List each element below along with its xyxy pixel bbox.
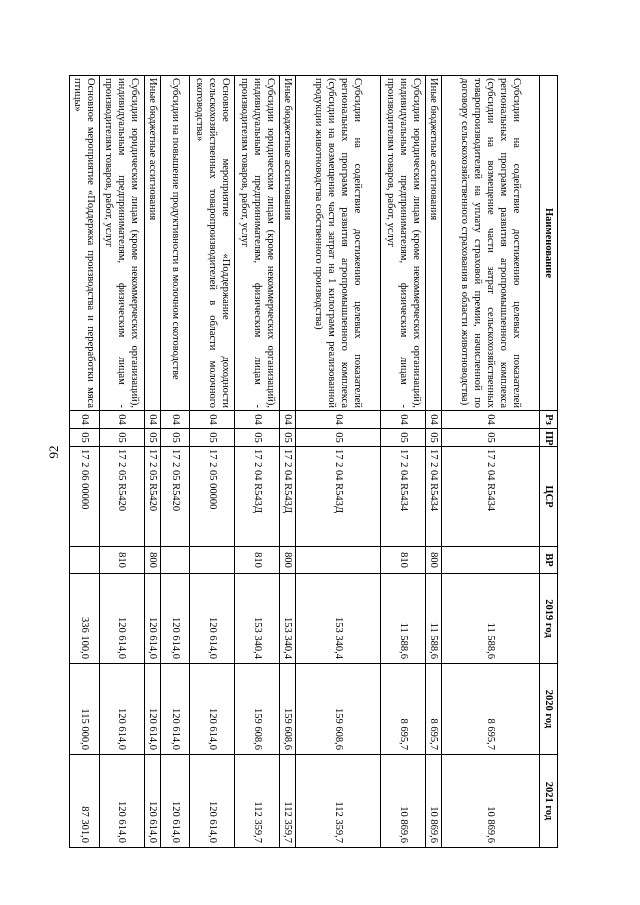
cell-csr: 17 2 04 R5434 <box>425 447 441 547</box>
cell-rz: 04 <box>144 411 160 429</box>
cell-rz: 04 <box>70 411 100 429</box>
cell-pr: 05 <box>99 429 144 447</box>
header-row <box>540 76 558 848</box>
cell-rz: 04 <box>295 411 380 429</box>
cell-name: Субсидии на содействие достижению целевых показателей региональных программ развития агропромышленного комплекса (субсидии на возмещение части затрат на 1 килограмм реализованной продукции животноводства собственного производства) <box>295 76 380 411</box>
table-row <box>160 76 190 848</box>
header-2019: 2019 год <box>540 574 558 664</box>
cell-pr: 05 <box>425 429 441 447</box>
table-row <box>99 76 144 848</box>
cell-2019: 153 340,4 <box>295 574 380 664</box>
cell-pr: 05 <box>235 429 280 447</box>
table-row <box>70 76 100 848</box>
cell-2019: 120 614,0 <box>160 574 190 664</box>
cell-vr: 810 <box>99 547 144 574</box>
cell-rz: 04 <box>235 411 280 429</box>
cell-2020: 8 695,7 <box>381 664 426 755</box>
cell-rz: 04 <box>441 411 539 429</box>
table-row <box>190 76 235 848</box>
cell-vr: 800 <box>279 547 295 574</box>
table-row <box>295 76 380 848</box>
cell-name: Субсидии юридическим лицам (кроме некоммерческих организаций), индивидуальным предпринимателям, физическим лицам - производителям товаров, работ, услуг <box>235 76 280 411</box>
cell-csr: 17 2 05 R5420 <box>160 447 190 547</box>
budget-table <box>69 75 558 848</box>
cell-pr: 05 <box>441 429 539 447</box>
cell-2021: 112 359,7 <box>235 755 280 848</box>
cell-2019: 11 588,6 <box>425 574 441 664</box>
cell-rz: 04 <box>190 411 235 429</box>
cell-2020: 8 695,7 <box>441 664 539 755</box>
cell-name: Субсидии юридическим лицам (кроме некоммерческих организаций), индивидуальным предпринимателям, физическим лицам - производителям товаров, работ, услуг <box>381 76 426 411</box>
cell-name: Субсидии на содействие достижению целевых показателей региональных программ развития агропромышленного комплекса (субсидии на возмещение части затрат сельскохозяйственных товаропроизводителей на уплату страховой премии, начисленной по договору сельскохозяйственного страхования в области животноводства) <box>441 76 539 411</box>
cell-2021: 120 614,0 <box>160 755 190 848</box>
cell-2020: 159 608,6 <box>235 664 280 755</box>
cell-vr <box>441 547 539 574</box>
cell-2019: 11 588,6 <box>381 574 426 664</box>
cell-vr <box>295 547 380 574</box>
cell-csr: 17 2 05 R5420 <box>99 447 144 547</box>
cell-2021: 120 614,0 <box>190 755 235 848</box>
cell-vr: 800 <box>144 547 160 574</box>
cell-name: Основное мероприятие «Поддержка производства и переработки мяса птицы» <box>70 76 100 411</box>
header-2021: 2021 год <box>540 755 558 848</box>
cell-csr: 17 2 04 R543Д <box>235 447 280 547</box>
cell-name: Иные бюджетные ассигнования <box>425 76 441 411</box>
table-row <box>279 76 295 848</box>
cell-pr: 05 <box>190 429 235 447</box>
cell-2020: 159 608,6 <box>295 664 380 755</box>
page-number: 92 <box>46 445 61 459</box>
cell-rz: 04 <box>381 411 426 429</box>
cell-pr: 05 <box>381 429 426 447</box>
cell-2021: 10 869,6 <box>381 755 426 848</box>
cell-vr: 810 <box>381 547 426 574</box>
cell-csr: 17 2 05 00000 <box>190 447 235 547</box>
cell-2020: 8 695,7 <box>425 664 441 755</box>
header-rz: Рз <box>540 411 558 429</box>
cell-vr: 810 <box>235 547 280 574</box>
cell-2021: 120 614,0 <box>99 755 144 848</box>
cell-2020: 120 614,0 <box>144 664 160 755</box>
cell-2020: 120 614,0 <box>99 664 144 755</box>
cell-csr: 17 2 04 R5434 <box>381 447 426 547</box>
header-csr: ЦСР <box>540 447 558 547</box>
cell-2020: 120 614,0 <box>190 664 235 755</box>
cell-csr: 17 2 06 00000 <box>70 447 100 547</box>
cell-pr: 05 <box>160 429 190 447</box>
header-vr: ВР <box>540 547 558 574</box>
cell-2021: 10 869,6 <box>425 755 441 848</box>
cell-2019: 120 614,0 <box>99 574 144 664</box>
cell-pr: 05 <box>295 429 380 447</box>
cell-2020: 115 000,0 <box>70 664 100 755</box>
cell-2021: 112 359,7 <box>295 755 380 848</box>
cell-rz: 04 <box>425 411 441 429</box>
cell-2021: 120 614,0 <box>144 755 160 848</box>
cell-vr <box>190 547 235 574</box>
rotated-page <box>69 75 558 847</box>
cell-pr: 05 <box>70 429 100 447</box>
cell-2019: 153 340,4 <box>279 574 295 664</box>
cell-rz: 04 <box>160 411 190 429</box>
cell-rz: 04 <box>99 411 144 429</box>
cell-2019: 336 100,0 <box>70 574 100 664</box>
cell-pr: 05 <box>279 429 295 447</box>
cell-csr: 17 2 04 R543Д <box>279 447 295 547</box>
header-2020: 2020 год <box>540 664 558 755</box>
cell-csr: 17 2 04 R543Д <box>295 447 380 547</box>
cell-2021: 10 869,6 <box>441 755 539 848</box>
cell-name: Иные бюджетные ассигнования <box>279 76 295 411</box>
cell-name: Субсидии юридическим лицам (кроме некоммерческих организаций), индивидуальным предпринимателям, физическим лицам - производителям товаров, работ, услуг <box>99 76 144 411</box>
cell-2019: 11 588,6 <box>441 574 539 664</box>
cell-2020: 159 608,6 <box>279 664 295 755</box>
cell-pr: 05 <box>144 429 160 447</box>
cell-vr <box>70 547 100 574</box>
cell-2020: 120 614,0 <box>160 664 190 755</box>
cell-2021: 87 301,0 <box>70 755 100 848</box>
cell-vr <box>160 547 190 574</box>
cell-name: Субсидии на повышение продуктивности в молочном скотоводстве <box>160 76 190 411</box>
table-row <box>144 76 160 848</box>
cell-name: Основное мероприятие «Поддержание доходности сельскохозяйственных товаропроизводителей в области молочного скотоводства» <box>190 76 235 411</box>
table-row <box>381 76 426 848</box>
table-row <box>441 76 539 848</box>
header-pr: ПР <box>540 429 558 447</box>
cell-rz: 04 <box>279 411 295 429</box>
cell-2019: 153 340,4 <box>235 574 280 664</box>
cell-2019: 120 614,0 <box>190 574 235 664</box>
cell-2019: 120 614,0 <box>144 574 160 664</box>
cell-name: Иные бюджетные ассигнования <box>144 76 160 411</box>
table-row <box>235 76 280 848</box>
cell-2021: 112 359,7 <box>279 755 295 848</box>
header-name: Наименование <box>540 76 558 411</box>
table-row <box>425 76 441 848</box>
cell-csr: 17 2 04 R5434 <box>441 447 539 547</box>
cell-csr: 17 2 05 R5420 <box>144 447 160 547</box>
cell-vr: 800 <box>425 547 441 574</box>
